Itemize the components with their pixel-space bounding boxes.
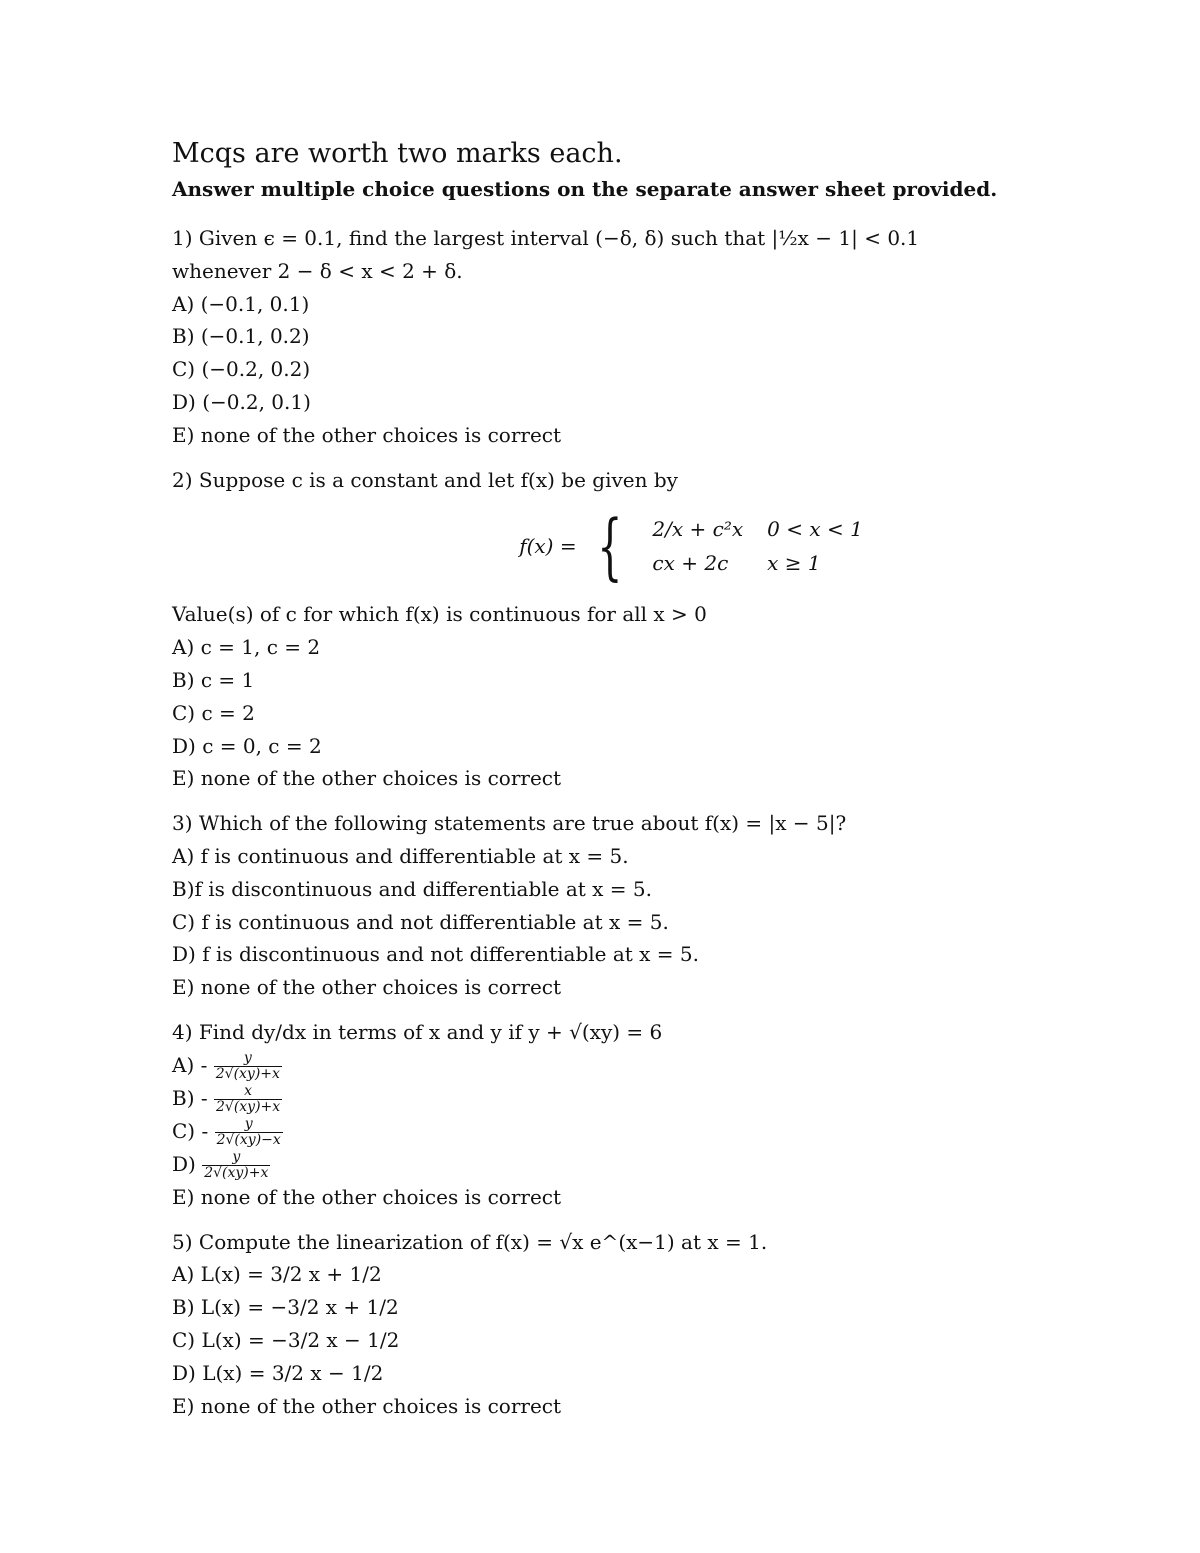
piecewise-function: [172, 504, 1132, 589]
case-2-condition: x ≥ 1: [767, 551, 821, 576]
case-1-condition: 0 < x < 1: [767, 517, 863, 542]
question-2-option-b: B) c = 1: [172, 667, 255, 692]
question-4-option-e: E) none of the other choices is correct: [172, 1184, 562, 1209]
question-2-prompt: 2) Suppose c is a constant and let f(x) be given by: [172, 467, 678, 492]
case-1-expression: 2/x + c²x: [652, 517, 744, 542]
option-label: C) -: [172, 1118, 209, 1143]
piecewise-lhs: f(x) =: [519, 534, 577, 559]
instructions: Answer multiple choice questions on the separate answer sheet provided.: [172, 177, 998, 201]
option-label: A) -: [172, 1052, 208, 1077]
question-4-prompt: 4) Find dy/dx in terms of x and y if y + √(xy) = 6: [172, 1019, 663, 1044]
question-1-text-line-1: 1) Given ϵ = 0.1, find the largest interval (−δ, δ) such that |½x − 1| < 0.1: [172, 226, 920, 250]
question-4-option-a: [172, 1049, 1132, 1082]
page-title: Mcqs are worth two marks each.: [172, 138, 623, 169]
question-5-prompt: 5) Compute the linearization of f(x) = √x e^(x−1) at x = 1.: [172, 1229, 768, 1254]
fraction: [214, 1051, 282, 1082]
question-1-option-b: B) (−0.1, 0.2): [172, 324, 310, 349]
question-5: [172, 1226, 1132, 1423]
question-2-option-e: E) none of the other choices is correct: [172, 766, 562, 791]
question-4-option-d: [172, 1148, 1132, 1181]
numerator: y: [214, 1051, 282, 1067]
question-3-option-b: B)f is discontinuous and differentiable at x = 5.: [172, 876, 652, 901]
question-3-prompt: 3) Which of the following statements are true about f(x) = |x − 5|?: [172, 811, 847, 836]
numerator: x: [214, 1084, 282, 1100]
denominator: 2√(xy)+x: [215, 1098, 281, 1115]
question-1-option-a: A) (−0.1, 0.1): [172, 291, 310, 316]
left-brace: {: [596, 504, 623, 589]
question-5-option-d: D) L(x) = 3/2 x − 1/2: [172, 1360, 384, 1385]
option-label: D): [172, 1151, 196, 1176]
option-label: B) -: [172, 1085, 208, 1110]
case-2-expression: cx + 2c: [652, 551, 729, 576]
question-4: [172, 1016, 1132, 1214]
question-1-option-c: C) (−0.2, 0.2): [172, 357, 311, 382]
question-3-option-d: D) f is discontinuous and not differentiable at x = 5.: [172, 942, 700, 967]
question-3: [172, 807, 1132, 1004]
piecewise-cases: [640, 512, 874, 580]
numerator: y: [202, 1150, 270, 1166]
fraction: [214, 1084, 282, 1115]
denominator: 2√(xy)−x: [216, 1131, 281, 1148]
question-2-option-a: A) c = 1, c = 2: [172, 635, 321, 660]
denominator: 2√(xy)+x: [204, 1164, 269, 1181]
question-1-text-line-2: whenever 2 − δ < x < 2 + δ.: [172, 258, 463, 283]
question-5-option-e: E) none of the other choices is correct: [172, 1393, 562, 1418]
question-5-option-a: A) L(x) = 3/2 x + 1/2: [172, 1262, 382, 1287]
question-4-option-c: [172, 1115, 1132, 1148]
question-1: [172, 222, 1132, 452]
denominator: 2√(xy)+x: [215, 1065, 280, 1082]
fraction: [215, 1117, 283, 1148]
question-3-option-e: E) none of the other choices is correct: [172, 975, 562, 1000]
numerator: y: [215, 1117, 283, 1133]
question-3-option-c: C) f is continuous and not differentiable at x = 5.: [172, 909, 669, 934]
question-2-question: Value(s) of c for which f(x) is continuous for all x > 0: [172, 602, 707, 627]
question-2-option-c: C) c = 2: [172, 700, 255, 725]
question-4-option-b: [172, 1082, 1132, 1115]
question-5-option-c: C) L(x) = −3/2 x − 1/2: [172, 1327, 400, 1352]
question-3-option-a: A) f is continuous and differentiable at x = 5.: [172, 843, 629, 868]
question-1-option-e: E) none of the other choices is correct: [172, 422, 562, 447]
question-2: [172, 464, 1132, 796]
question-2-option-d: D) c = 0, c = 2: [172, 733, 322, 758]
page-content: [172, 136, 1132, 1422]
question-1-option-d: D) (−0.2, 0.1): [172, 389, 311, 414]
question-5-option-b: B) L(x) = −3/2 x + 1/2: [172, 1295, 399, 1320]
fraction: [202, 1150, 270, 1181]
